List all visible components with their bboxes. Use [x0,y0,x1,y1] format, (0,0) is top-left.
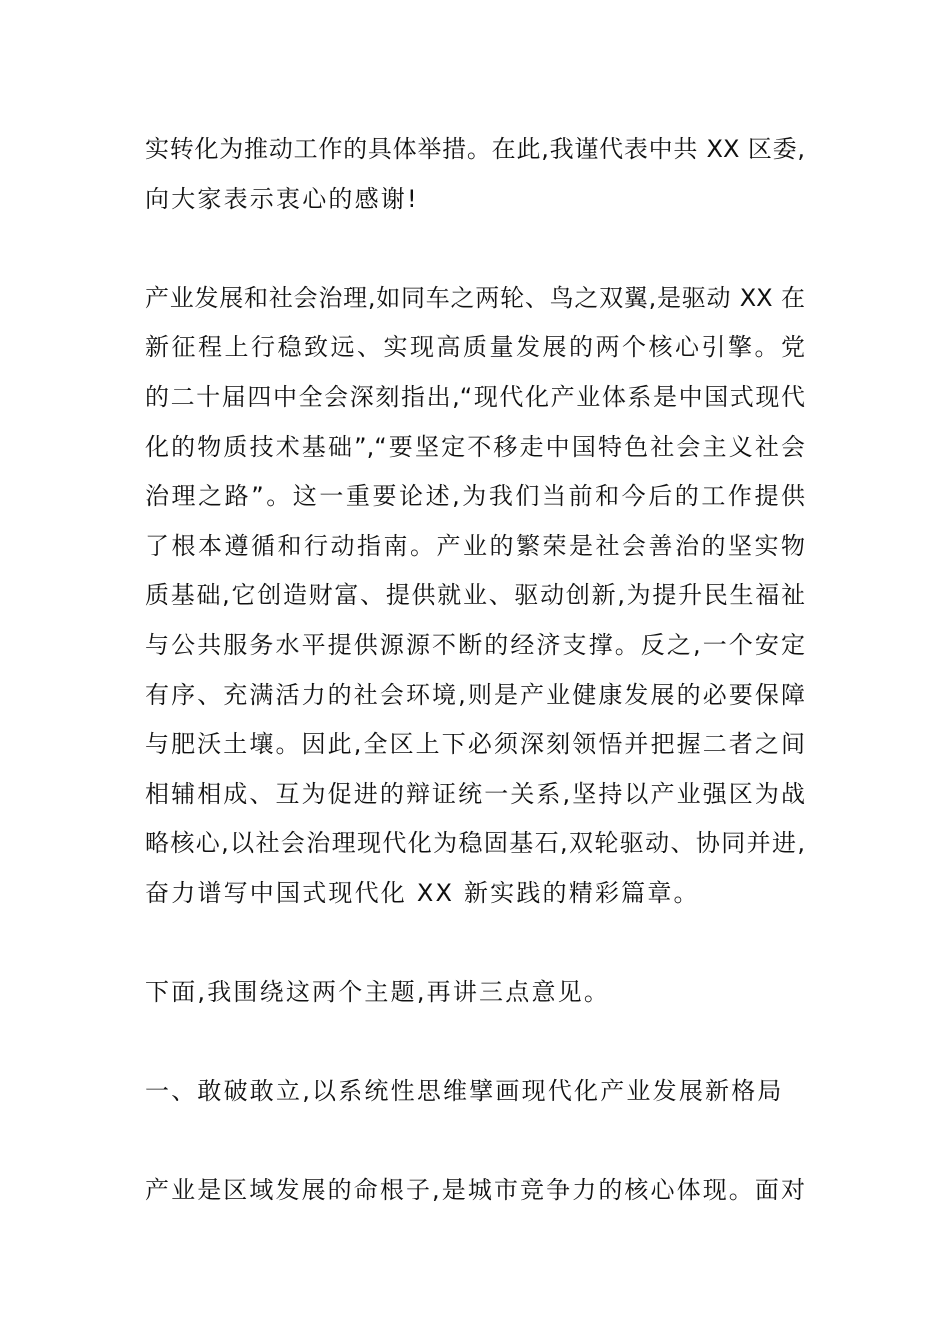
text-line: 新征程上行稳致远、实现高质量发展的两个核心引擎。党 [145,333,805,362]
document-page [145,125,805,1266]
text-line: 产业是区域发展的命根子,是城市竞争力的核心体现。面对 [145,1176,805,1205]
text-line: 质基础,它创造财富、提供就业、驱动创新,为提升民生福祉 [145,581,805,610]
text-line: 化的物质技术基础”,“要坚定不移走中国特色社会主义社会 [145,432,805,461]
text-line: 与肥沃土壤。因此,全区上下必须深刻领悟并把握二者之间 [145,730,805,759]
text-line: 下面,我围绕这两个主题,再讲三点意见。 [145,978,611,1007]
text-line: 产业发展和社会治理,如同车之两轮、鸟之双翼,是驱动 XX 在 [145,283,805,312]
text-line: 与公共服务水平提供源源不断的经济支撑。反之,一个安定 [145,630,805,659]
paragraph-thanks [145,125,805,224]
paragraph-industry-and-governance [145,274,805,919]
section-heading-1 [145,1067,805,1117]
paragraph-transition [145,968,805,1018]
text-line: 奋力谱写中国式现代化 XX 新实践的精彩篇章。 [145,878,700,907]
text-line: 略核心,以社会治理现代化为稳固基石,双轮驱动、协同并进, [145,829,805,858]
text-line: 实转化为推动工作的具体举措。在此,我谨代表中共 XX 区委, [145,135,805,163]
text-line: 的二十届四中全会深刻指出,“现代化产业体系是中国式现代 [145,382,805,411]
text-line: 相辅相成、互为促进的辩证统一关系,坚持以产业强区为战 [145,779,805,808]
text-line: 了根本遵循和行动指南。产业的繁荣是社会善治的坚实物 [145,531,805,560]
text-line: 向大家表示衷心的感谢! [145,184,419,213]
paragraph-industry-intro [145,1166,805,1216]
text-line: 有序、充满活力的社会环境,则是产业健康发展的必要保障 [145,680,805,709]
text-line: 治理之路”。这一重要论述,为我们当前和今后的工作提供 [145,482,805,511]
section-heading-text: 一、敢破敢立,以系统性思维擘画现代化产业发展新格局 [145,1077,784,1106]
